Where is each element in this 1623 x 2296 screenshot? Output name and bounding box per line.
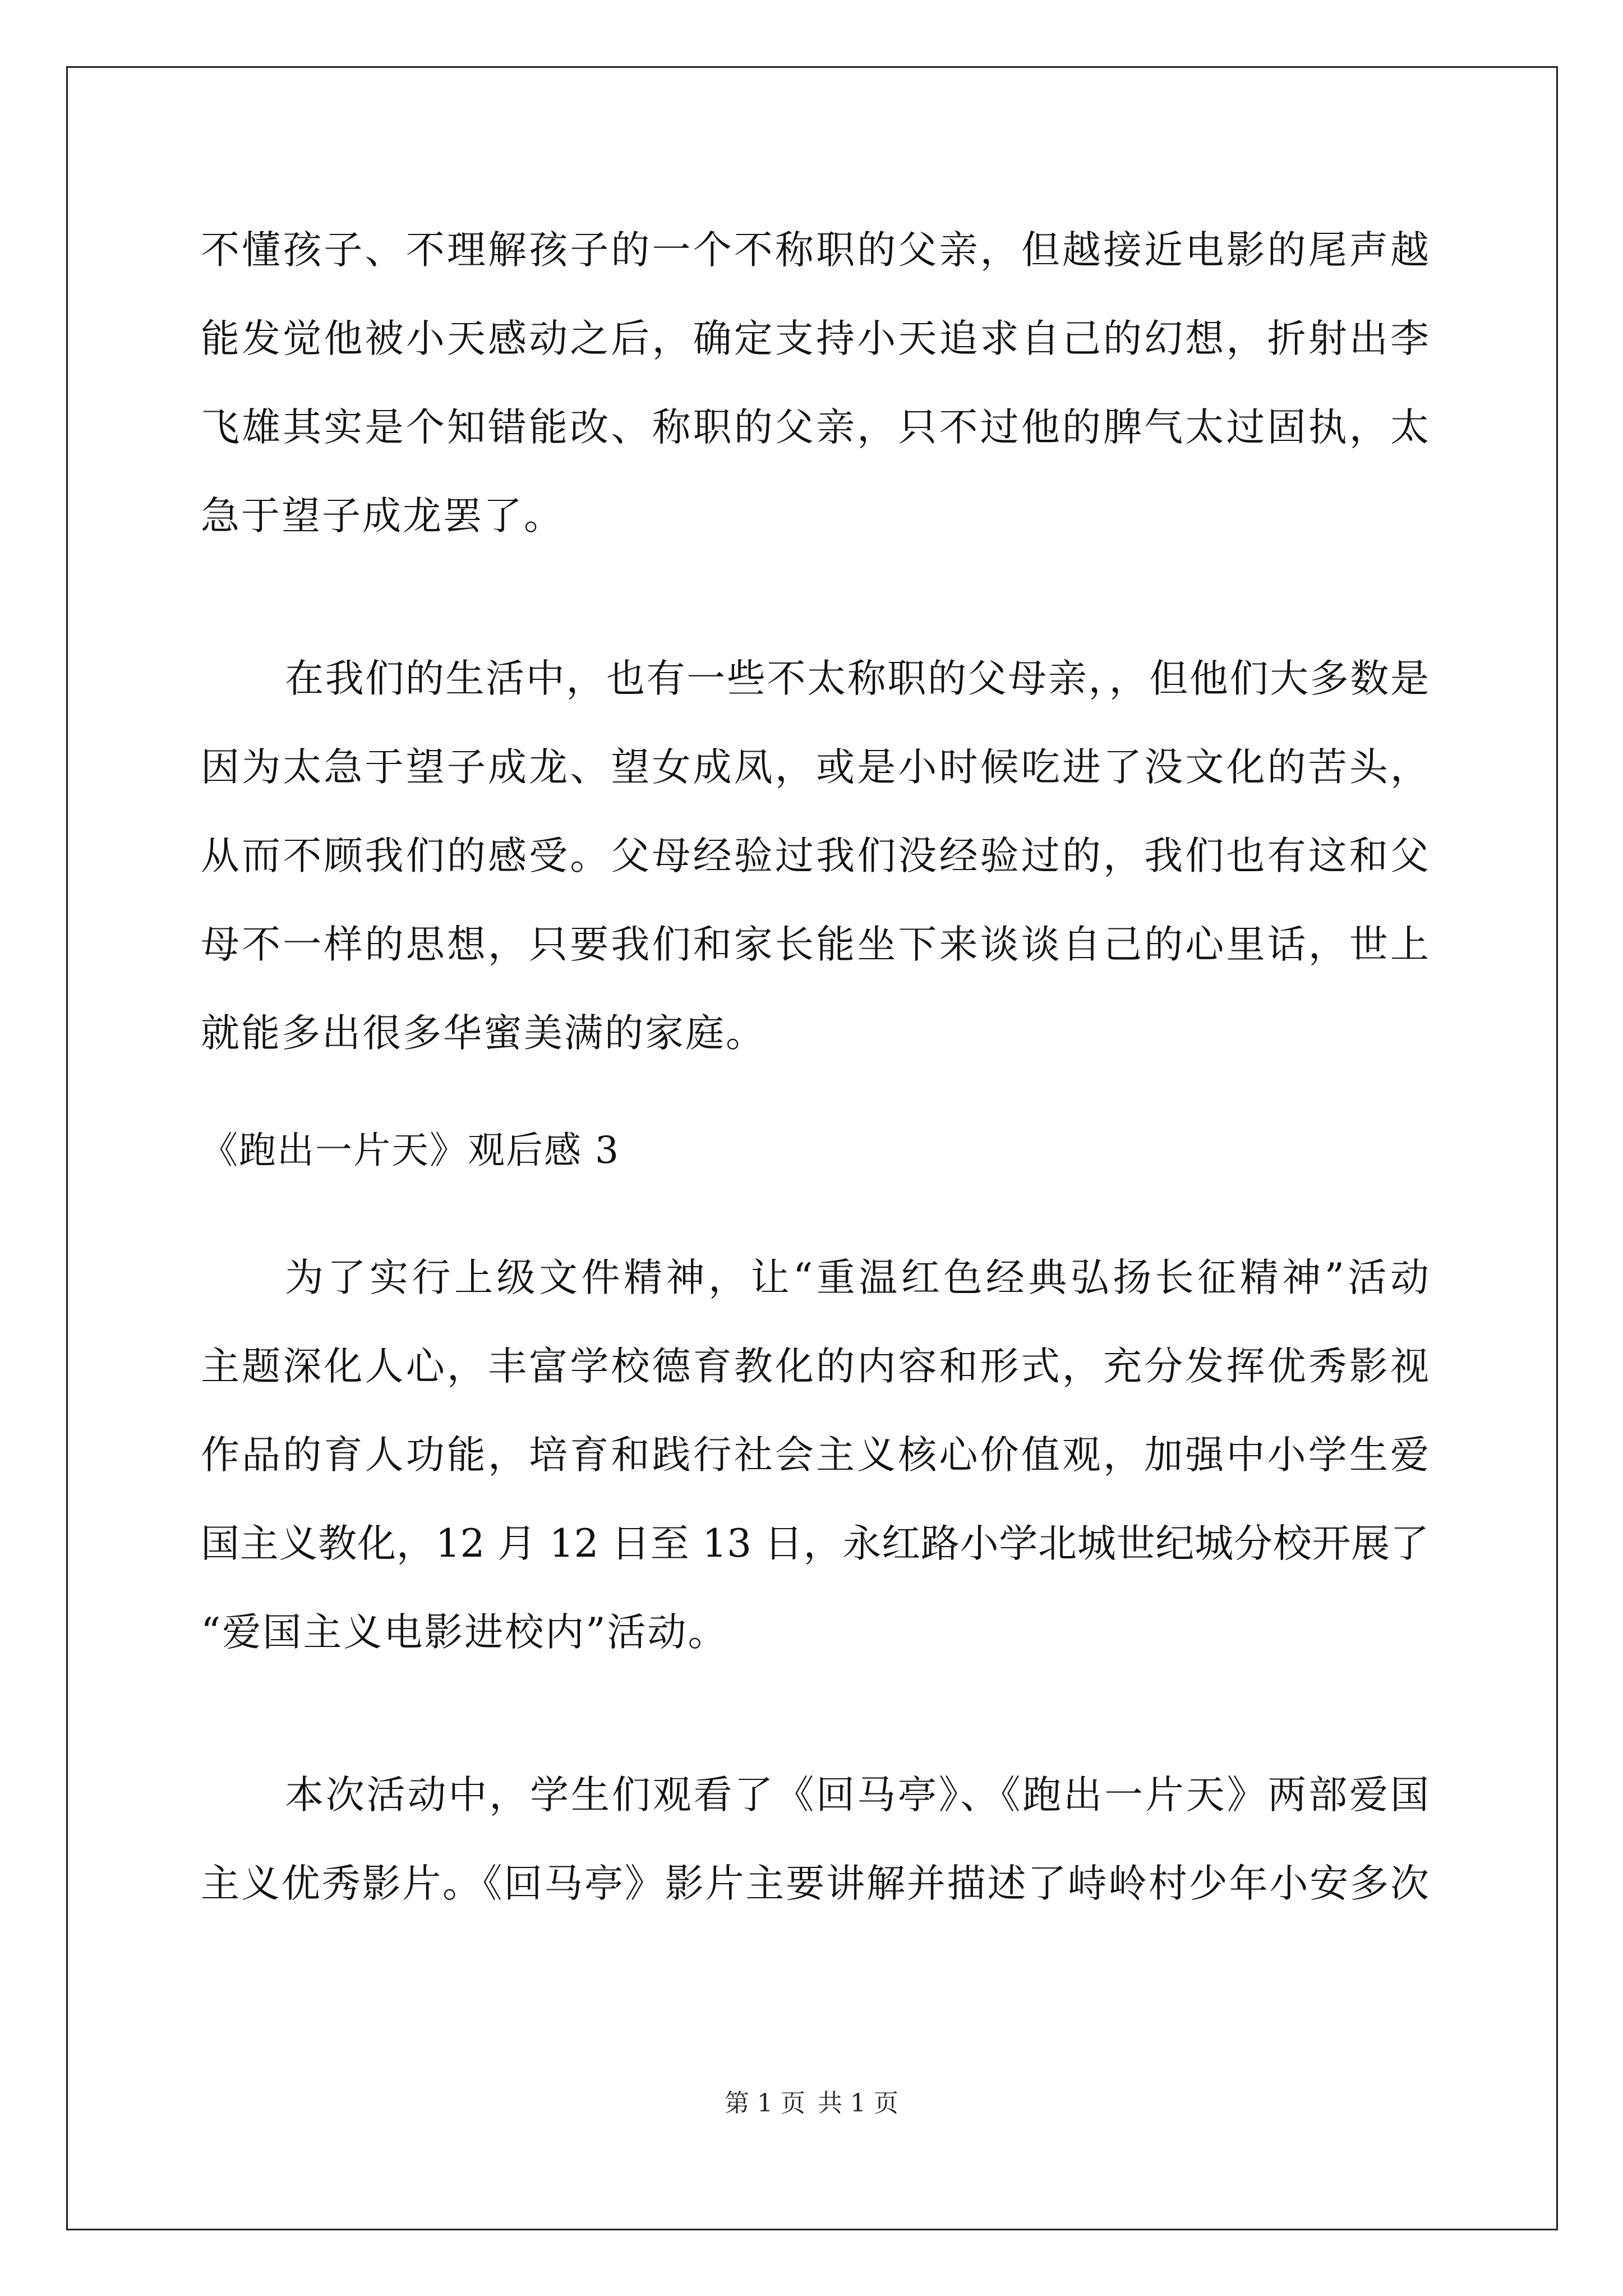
paragraph-2-line-2: 因为太急于望子成龙、望女成凤，或是小时候吃进了没文化的苦头， bbox=[201, 745, 1429, 790]
paragraph-2-line-1: 在我们的生活中，也有一些不太称职的父母亲，，但他们大多数是 bbox=[285, 656, 1429, 701]
paragraph-3-line-1: 为了实行上级文件精神，让“重温红色经典弘扬长征精神”活动 bbox=[285, 1255, 1429, 1300]
paragraph-1-line-1: 不懂孩子、不理解孩子的一个不称职的父亲，但越接近电影的尾声越 bbox=[201, 228, 1429, 273]
paragraph-2-line-5: 就能多出很多华蜜美满的家庭。 bbox=[201, 1011, 766, 1056]
page-total: 共 1 页 bbox=[818, 2089, 898, 2118]
page-number: 第 1 页 bbox=[725, 2089, 805, 2118]
page-footer bbox=[0, 2087, 1623, 2120]
paragraph-2-line-3: 从而不顾我们的感受。父母经验过我们没经验过的，我们也有这和父 bbox=[201, 834, 1429, 878]
paragraph-4-line-2: 主义优秀影片。《回马亭》影片主要讲解并描述了峙岭村少年小安多次 bbox=[201, 1861, 1429, 1906]
paragraph-3-line-3: 作品的育人功能，培育和践行社会主义核心价值观，加强中小学生爱 bbox=[201, 1433, 1429, 1478]
paragraph-1-line-4: 急于望子成龙罢了。 bbox=[201, 494, 564, 539]
paragraph-3-line-5: “爱国主义电影进校内”活动。 bbox=[201, 1610, 728, 1655]
section-heading: 《跑出一片天》观后感 3 bbox=[201, 1129, 620, 1172]
paragraph-3-line-2: 主题深化人心，丰富学校德育教化的内容和形式，充分发挥优秀影视 bbox=[201, 1344, 1429, 1389]
paragraph-4-line-1: 本次活动中，学生们观看了《回马亭》、《跑出一片天》两部爱国 bbox=[285, 1773, 1429, 1818]
paragraph-2-line-4: 母不一样的思想，只要我们和家长能坐下来谈谈自己的心里话，世上 bbox=[201, 922, 1429, 967]
paragraph-1-line-3: 飞雄其实是个知错能改、称职的父亲，只不过他的脾气太过固执，太 bbox=[201, 405, 1429, 450]
paragraph-1-line-2: 能发觉他被小天感动之后，确定支持小天追求自己的幻想，折射出李 bbox=[201, 316, 1429, 361]
paragraph-3-line-4: 国主义教化，12 月 12 日至 13 日，永红路小学北城世纪城分校开展了 bbox=[201, 1521, 1429, 1566]
